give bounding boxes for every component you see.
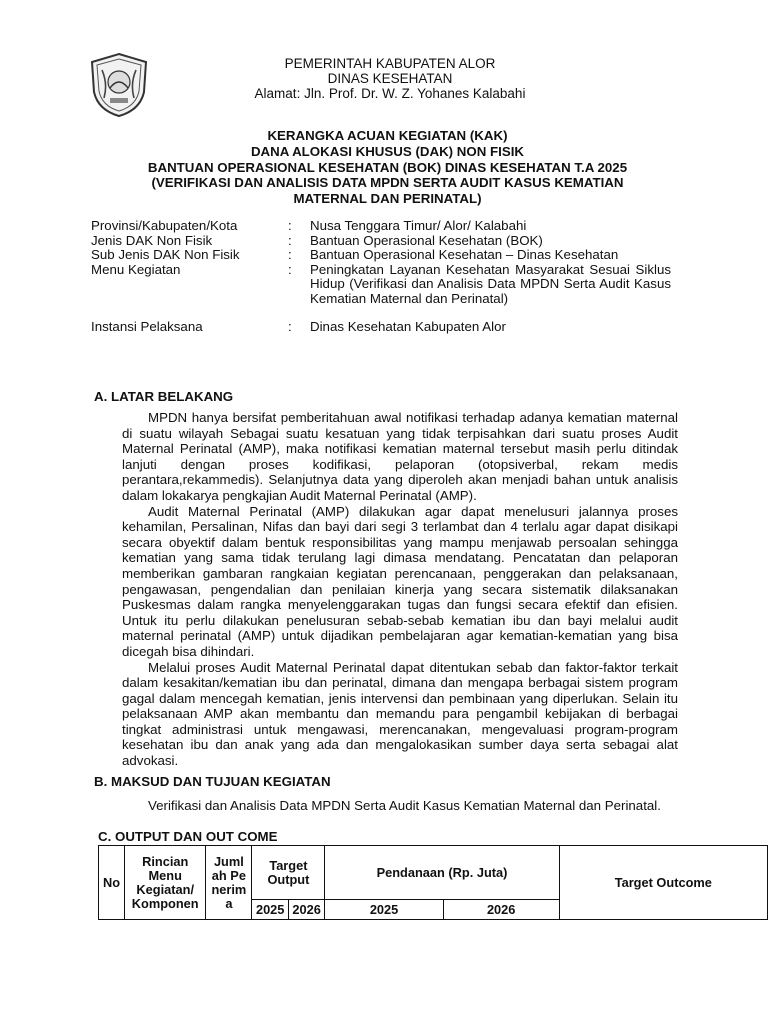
header-rincian: Rincian Menu Kegiatan/ Komponen	[125, 846, 206, 920]
info-value: Bantuan Operasional Kesehatan – Dinas Kesehatan	[310, 247, 619, 262]
header-target-outcome: Target Outcome	[559, 846, 767, 920]
info-key: Instansi Pelaksana	[91, 319, 203, 334]
paragraph: Verifikasi dan Analisis Data MPDN Serta Audit Kasus Kematian Maternal dan Perinatal.	[148, 798, 661, 813]
info-key: Menu Kegiatan	[91, 261, 181, 277]
info-value: Bantuan Operasional Kesehatan (BOK)	[310, 232, 543, 248]
org-name: PEMERINTAH KABUPATEN ALOR	[284, 56, 496, 71]
info-row	[91, 248, 671, 263]
info-row	[91, 320, 671, 335]
info-colon: :	[288, 218, 292, 233]
header-no: No	[99, 846, 125, 920]
info-key: Sub Jenis DAK Non Fisik	[91, 247, 240, 262]
letterhead	[230, 56, 550, 101]
info-colon: :	[288, 232, 292, 248]
output-year-2025: 2025	[252, 900, 288, 920]
info-table	[91, 219, 671, 335]
info-row	[91, 219, 671, 234]
funding-year-2026: 2026	[443, 900, 559, 920]
info-colon: :	[288, 319, 292, 334]
section-c-heading: C. OUTPUT DAN OUT COME	[98, 829, 278, 844]
output-year-2026: 2026	[288, 900, 324, 920]
document-subtitle	[80, 175, 695, 207]
section-a-heading: A. LATAR BELAKANG	[94, 389, 234, 404]
address: Alamat: Jln. Prof. Dr. W. Z. Yohanes Kalabahi	[254, 86, 526, 101]
section-b-heading: B. MAKSUD DAN TUJUAN KEGIATAN	[94, 774, 331, 789]
output-outcome-table	[98, 845, 768, 920]
info-key: Jenis DAK Non Fisik	[91, 232, 213, 248]
info-value: Dinas Kesehatan Kabupaten Alor	[310, 319, 506, 334]
paragraph: MPDN hanya bersifat pemberitahuan awal notifikasi terhadap adanya kematian maternal di suatu wilayah Sebagai suatu kesatuan yang tidak terpisahkan dari suatu proses Audit Maternal Perinatal (AMP), maka notifikasi kematian maternal tersebut masih perlu ditindak lanjuti dengan proses kodifikasi, pelaporan (otopsiverbal, rekam medis perantara,rekammedis). Selanjutnya data yang diperoleh akan menjadi bahan untuk analisis dalam lokakarya pengkajian Audit Maternal Perinatal (AMP).	[122, 410, 678, 503]
info-row	[91, 263, 671, 307]
info-key: Provinsi/Kabupaten/Kota	[91, 218, 238, 233]
paragraph: Audit Maternal Perinatal (AMP) dilakukan agar dapat menelusuri jalannya proses kehamilan, Persalinan, Nifas dan bayi dari segi 3 terlambat dan 4 terlalu agar dapat disikapi secara obyektif dalam bentuk responsibilitas yang mampu menjawab persoalan sehingga kematian yang sama tidak terulang lagi dimasa mendatang. Pencatatan dan pelaporan memberikan gambaran rangkaian kegiatan perencanaan, penggerakan dan pelaksanaan, pengawasan, pengendalian dan penilaian kinerja yang secara sistematik dilaksanakan Puskesmas dalam rangka menyelenggarakan tugas dan fungsi secara efektif dan efisien. Untuk itu perlu dilakukan penelusuran sebab-sebab kematian ibu dan bayi melalui audit maternal perinatal (AMP) untuk dijadikan pembelajaran agar kematian-kematian yang bisa dicegah bisa dihindari.	[122, 503, 678, 659]
funding-year-2025: 2025	[325, 900, 443, 920]
info-value: Nusa Tenggara Timur/ Alor/ Kalabahi	[310, 218, 527, 233]
info-value: Peningkatan Layanan Kesehatan Masyarakat Sesuai Siklus Hidup (Verifikasi dan Analisis Data MPDN Serta Audit Kasus Kematian Maternal dan Perinatal)	[310, 261, 671, 306]
document-title	[80, 128, 695, 176]
header-target-output: Target Output	[252, 846, 325, 900]
kabupaten-alor-emblem-icon	[88, 52, 150, 118]
department-name: DINAS KESEHATAN	[327, 71, 453, 86]
info-colon: :	[288, 261, 292, 277]
info-row	[91, 234, 671, 249]
header-jumlah-penerima: Jumlah Penerima	[206, 846, 252, 920]
info-colon: :	[288, 247, 292, 262]
section-b-body	[122, 796, 678, 816]
title-line-1: KERANGKA ACUAN KEGIATAN (KAK)	[267, 128, 508, 143]
section-a-body	[122, 410, 678, 769]
header-pendanaan: Pendanaan (Rp. Juta)	[325, 846, 559, 900]
title-line-4: (VERIFIKASI DAN ANALISIS DATA MPDN SERTA AUDIT KASUS KEMATIAN	[151, 175, 624, 190]
paragraph: Melalui proses Audit Maternal Perinatal dapat ditentukan sebab dan faktor-faktor terkait dalam kesakitan/kematian ibu dan perinatal, dimana dan mengapa berbagai sistem program gagal dalam mencegah kematian, jenis intervensi dan pembinaan yang diperlukan. Selain itu pelaksanaan AMP akan membantu dan memandu para pengambil kebijakan di berbagai tingkat administrasi untuk mengawasi, merencanakan, mengevaluasi program-program kesehatan ibu dan anak yang ada dan mengalokasikan sumber daya serta sebagai alat advokasi.	[122, 659, 678, 769]
title-line-3: BANTUAN OPERASIONAL KESEHATAN (BOK) DINAS KESEHATAN T.A 2025	[147, 160, 628, 175]
title-line-5: MATERNAL DAN PERINATAL)	[293, 191, 482, 206]
title-line-2: DANA ALOKASI KHUSUS (DAK) NON FISIK	[250, 144, 525, 159]
